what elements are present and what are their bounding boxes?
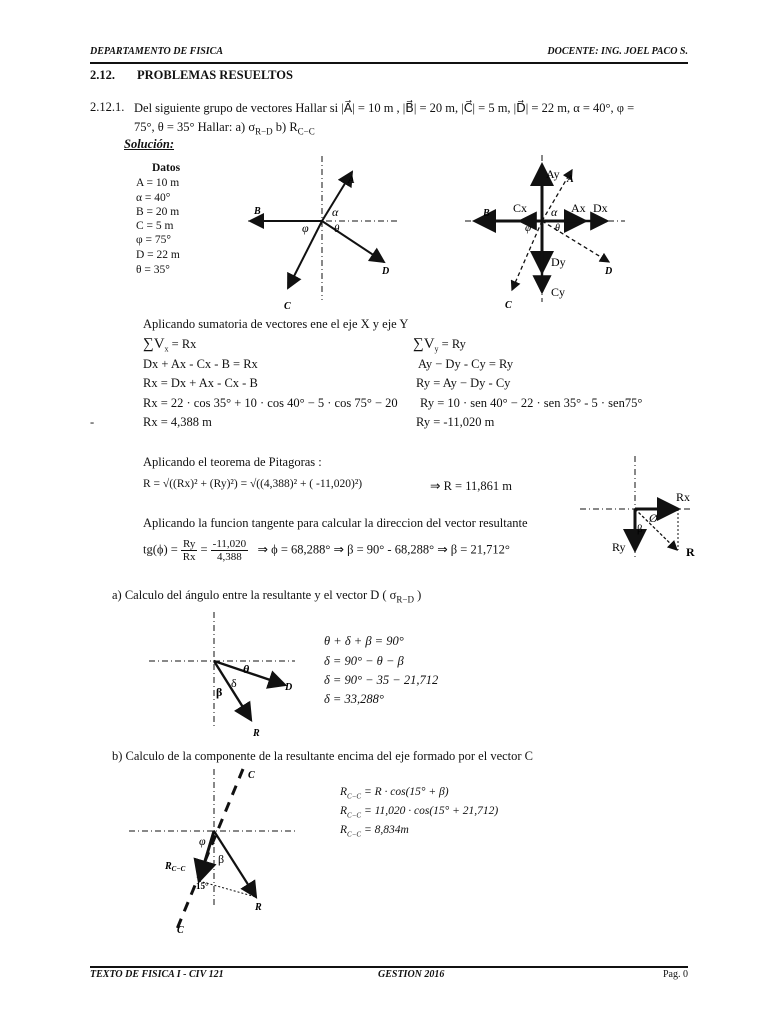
solution-label: Solución: [124, 137, 175, 151]
label-alpha: α [551, 205, 558, 219]
label-dx: Dx [593, 201, 608, 215]
label-c: C [284, 301, 291, 312]
label-dy: Dy [551, 255, 566, 269]
datos-item-b: B = 20 m [136, 206, 180, 218]
fraction-values: $\frac{-11,020}{4,388}$ [212, 538, 247, 563]
sum-x-line-1: Dx + Ax - Cx - B = Rx [143, 357, 258, 371]
label-d: D [605, 266, 613, 277]
datos-item-theta: θ = 35° [136, 264, 170, 276]
label-15deg: 15° [196, 881, 209, 891]
footer-term: GESTION 2016 [378, 969, 445, 980]
resultant-diagram [580, 452, 700, 562]
datos-title: Datos [152, 162, 181, 174]
label-phi: φ [525, 222, 532, 234]
label-r: R [255, 902, 262, 913]
sum-x-result: Rx = 4,388 m [143, 415, 212, 429]
label-rx: Rx [676, 490, 691, 504]
part-a-eq-4: δ = 33,288° [324, 692, 384, 706]
part-b-eq-2: $R_{C-C} = 11,020 \cdot \cos(15^\circ + 21,712)$ [340, 805, 499, 820]
label-r: R [253, 728, 260, 739]
fraction-ry-rx: $\frac{Ry}{Rx}$ [182, 538, 196, 563]
part-a-label: a) Calculo del ángulo entre la resultante y el vector D ( $\sigma_{R-D}$ ) [112, 588, 422, 605]
sum-y-line-2: Ry = Ay − Dy - Cy [416, 376, 511, 390]
vector-d-arrow [214, 661, 285, 685]
problem-statement-line2: 75°, θ = 35° Hallar: a) $\sigma_{R-D}$ b) $R_{C-C}$ [134, 120, 315, 137]
header-department: DEPARTAMENTO DE FISICA [90, 46, 224, 57]
part-a-eq-1: θ + δ + β = 90° [324, 634, 404, 648]
label-a: A [567, 174, 574, 185]
vector-d-arrow [322, 221, 384, 262]
label-ay: Ay [546, 167, 560, 181]
label-cy: Cy [551, 285, 566, 299]
label-beta: β [216, 685, 223, 699]
label-beta: β [218, 852, 225, 866]
footer-rule [90, 966, 688, 968]
part-a-eq-3: δ = 90° − 35 − 21,712 [324, 673, 439, 687]
label-rcc: $R_{C-C}$ [165, 861, 186, 873]
sum-y-result: Ry = -11,020 m [416, 415, 495, 429]
header-teacher: DOCENTE: ING. JOEL PACO S. [547, 46, 688, 57]
label-d: D [382, 266, 390, 277]
label-phi: φ [199, 834, 206, 848]
pitagoras-result: ⇒ R = 11,861 m [430, 479, 512, 493]
stray-dash: - [90, 415, 95, 429]
part-a-eq-2: δ = 90° − θ − β [324, 654, 404, 668]
sum-x-line-2: Rx = Dx + Ax - Cx - B [143, 376, 258, 390]
datos-item-d: D = 22 m [136, 249, 180, 261]
label-ax: Ax [571, 201, 586, 215]
label-delta: δ [231, 676, 237, 690]
label-alpha: α [332, 205, 339, 219]
sum-intro: Aplicando sumatoria de vectores ene el eje X y eje Y [143, 317, 409, 331]
sum-x-header: $\sum V_x = Rx$ [143, 336, 197, 354]
sum-y-header: $\sum V_y = Ry$ [413, 336, 466, 354]
footer-page: Pag. 0 [663, 969, 688, 980]
problem-statement-line1: Del siguiente grupo de vectores Hallar si |A⃗| = 10 m , |B⃗| = 20 m, |C⃗| = 5 m, |D⃗| = 22 m, α = 40°, φ = [134, 101, 635, 115]
vector-diagram [240, 150, 410, 310]
label-theta: θ [555, 223, 560, 234]
label-phi: Ø [649, 511, 658, 525]
label-d: D [285, 682, 293, 693]
label-beta: β [637, 523, 643, 535]
part-b-eq-1: $R_{C-C} = R \cdot \cos(15^\circ + \beta)$ [340, 786, 449, 801]
label-ry: Ry [612, 540, 626, 554]
label-c-bottom: C [177, 925, 184, 936]
components-diagram [455, 150, 635, 310]
projection-diagram-b [125, 765, 300, 937]
label-theta: θ [243, 662, 250, 676]
datos-item-a: A = 10 m [136, 177, 180, 189]
sum-x-line-3: Rx = 22 · cos 35° + 10 · cos 40° − 5 · cos 75° − 20 [143, 396, 398, 410]
label-a: A [348, 175, 355, 186]
tangente-intro: Aplicando la funcion tangente para calcular la direccion del vector resultante [143, 516, 528, 530]
section-title: PROBLEMAS RESUELTOS [137, 68, 293, 82]
datos-item-alpha: α = 40° [136, 192, 171, 204]
pitagoras-intro: Aplicando el teorema de Pitagoras : [143, 455, 322, 469]
label-phi: φ [302, 221, 309, 235]
pitagoras-formula: R = √((Rx)² + (Ry)²) = √((4,388)² + ( -11,020)²) [143, 478, 363, 490]
problem-number: 2.12.1. [90, 100, 125, 114]
part-b-eq-3: $R_{C-C} = 8,834m$ [340, 824, 409, 839]
header-rule [90, 62, 688, 64]
label-b: B [254, 206, 261, 217]
angle-diagram-a [145, 610, 305, 740]
label-theta: θ [334, 223, 340, 235]
tangente-formula: tg(ϕ) = $\frac{Ry}{Rx}$ = $\frac{-11,020}{4,388}$ ⇒ ϕ = 68,288° ⇒ β = 90° - 68,288° ⇒ β = 21,712° [143, 538, 510, 563]
footer-course: TEXTO DE FISICA I - CIV 121 [90, 969, 224, 980]
label-b: B [483, 208, 490, 219]
label-r: R [686, 545, 695, 559]
section-number: 2.12. [90, 68, 115, 82]
sum-y-line-3: Ry = 10 · sen 40° − 22 · sen 35° - 5 · sen75° [420, 396, 643, 410]
label-cx: Cx [513, 201, 528, 215]
label-c-top: C [248, 770, 255, 781]
datos-item-phi: φ = 75° [136, 234, 171, 246]
sum-y-line-1: Ay − Dy - Cy = Ry [418, 357, 514, 371]
label-c: C [505, 300, 512, 311]
datos-item-c: C = 5 m [136, 220, 174, 232]
part-b-label: b) Calculo de la componente de la resultante encima del eje formado por el vector C [112, 749, 534, 763]
